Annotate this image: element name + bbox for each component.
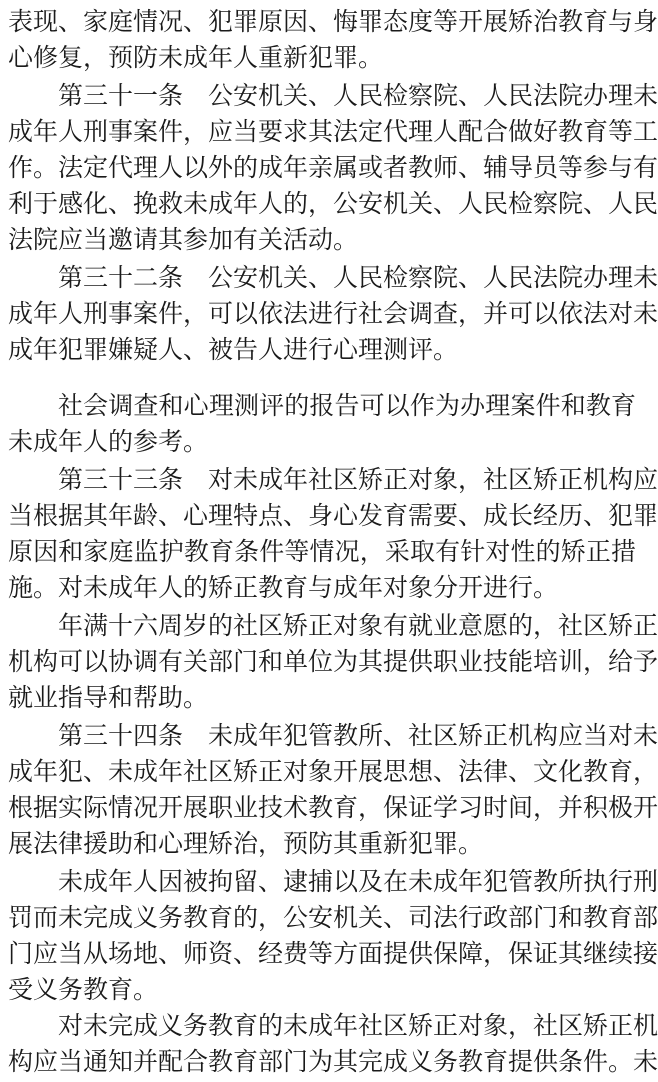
text-line: 成年犯罪嫌疑人、被告人进行心理测评。: [8, 335, 459, 364]
text-line: 第三十二条 公安机关、人民检察院、人民法院办理未: [58, 263, 658, 292]
text-line: 未成年人的参考。: [8, 427, 209, 456]
text-line: 第三十四条 未成年犯管教所、社区矫正机构应当对未: [58, 721, 658, 750]
text-line: 法院应当邀请其参加有关活动。: [8, 225, 359, 254]
text-line: 原因和家庭监护教育条件等情况，采取有针对性的矫正措: [8, 537, 636, 566]
text-line: 受义务教育。: [8, 975, 159, 1004]
text-line: 表现、家庭情况、犯罪原因、悔罪态度等开展矫治教育与身: [8, 7, 658, 36]
text-line: 罚而未完成义务教育的，公安机关、司法行政部门和教育部: [8, 903, 658, 932]
text-line: 根据实际情况开展职业技术教育，保证学习时间，并积极开: [8, 793, 658, 822]
text-line: 成年人刑事案件，应当要求其法定代理人配合做好教育等工: [8, 117, 658, 146]
text-line: 展法律援助和心理矫治，预防其重新犯罪。: [8, 829, 484, 858]
text-line: 未成年人因被拘留、逮捕以及在未成年犯管教所执行刑: [58, 867, 658, 896]
text-line: 心修复，预防未成年人重新犯罪。: [8, 43, 384, 72]
text-line: 成年犯、未成年社区矫正对象开展思想、法律、文化教育，: [8, 757, 658, 786]
text-line: 社会调查和心理测评的报告可以作为办理案件和教育: [58, 391, 636, 420]
text-line: 对未完成义务教育的未成年社区矫正对象，社区矫正机: [58, 1011, 658, 1040]
text-line: 成年人刑事案件，可以依法进行社会调查，并可以依法对未: [8, 299, 658, 328]
text-line: 作。法定代理人以外的成年亲属或者教师、辅导员等参与有: [8, 153, 658, 182]
text-line: 机构可以协调有关部门和单位为其提供职业技能培训，给予: [8, 647, 658, 676]
text-line: 就业指导和帮助。: [8, 683, 209, 712]
text-line: 第三十一条 公安机关、人民检察院、人民法院办理未: [58, 81, 658, 110]
text-line: 施。对未成年人的矫正教育与成年对象分开进行。: [8, 573, 559, 602]
text-line: 利于感化、挽救未成年人的，公安机关、人民检察院、人民: [8, 189, 658, 218]
text-line: 构应当通知并配合教育部门为其完成义务教育提供条件。未: [8, 1047, 658, 1076]
text-line: 门应当从场地、师资、经费等方面提供保障，保证其继续接: [8, 939, 658, 968]
text-line: 年满十六周岁的社区矫正对象有就业意愿的，社区矫正: [58, 611, 658, 640]
text-line: 当根据其年龄、心理特点、身心发育需要、成长经历、犯罪: [8, 501, 658, 530]
text-line: 第三十三条 对未成年社区矫正对象，社区矫正机构应: [58, 465, 658, 494]
